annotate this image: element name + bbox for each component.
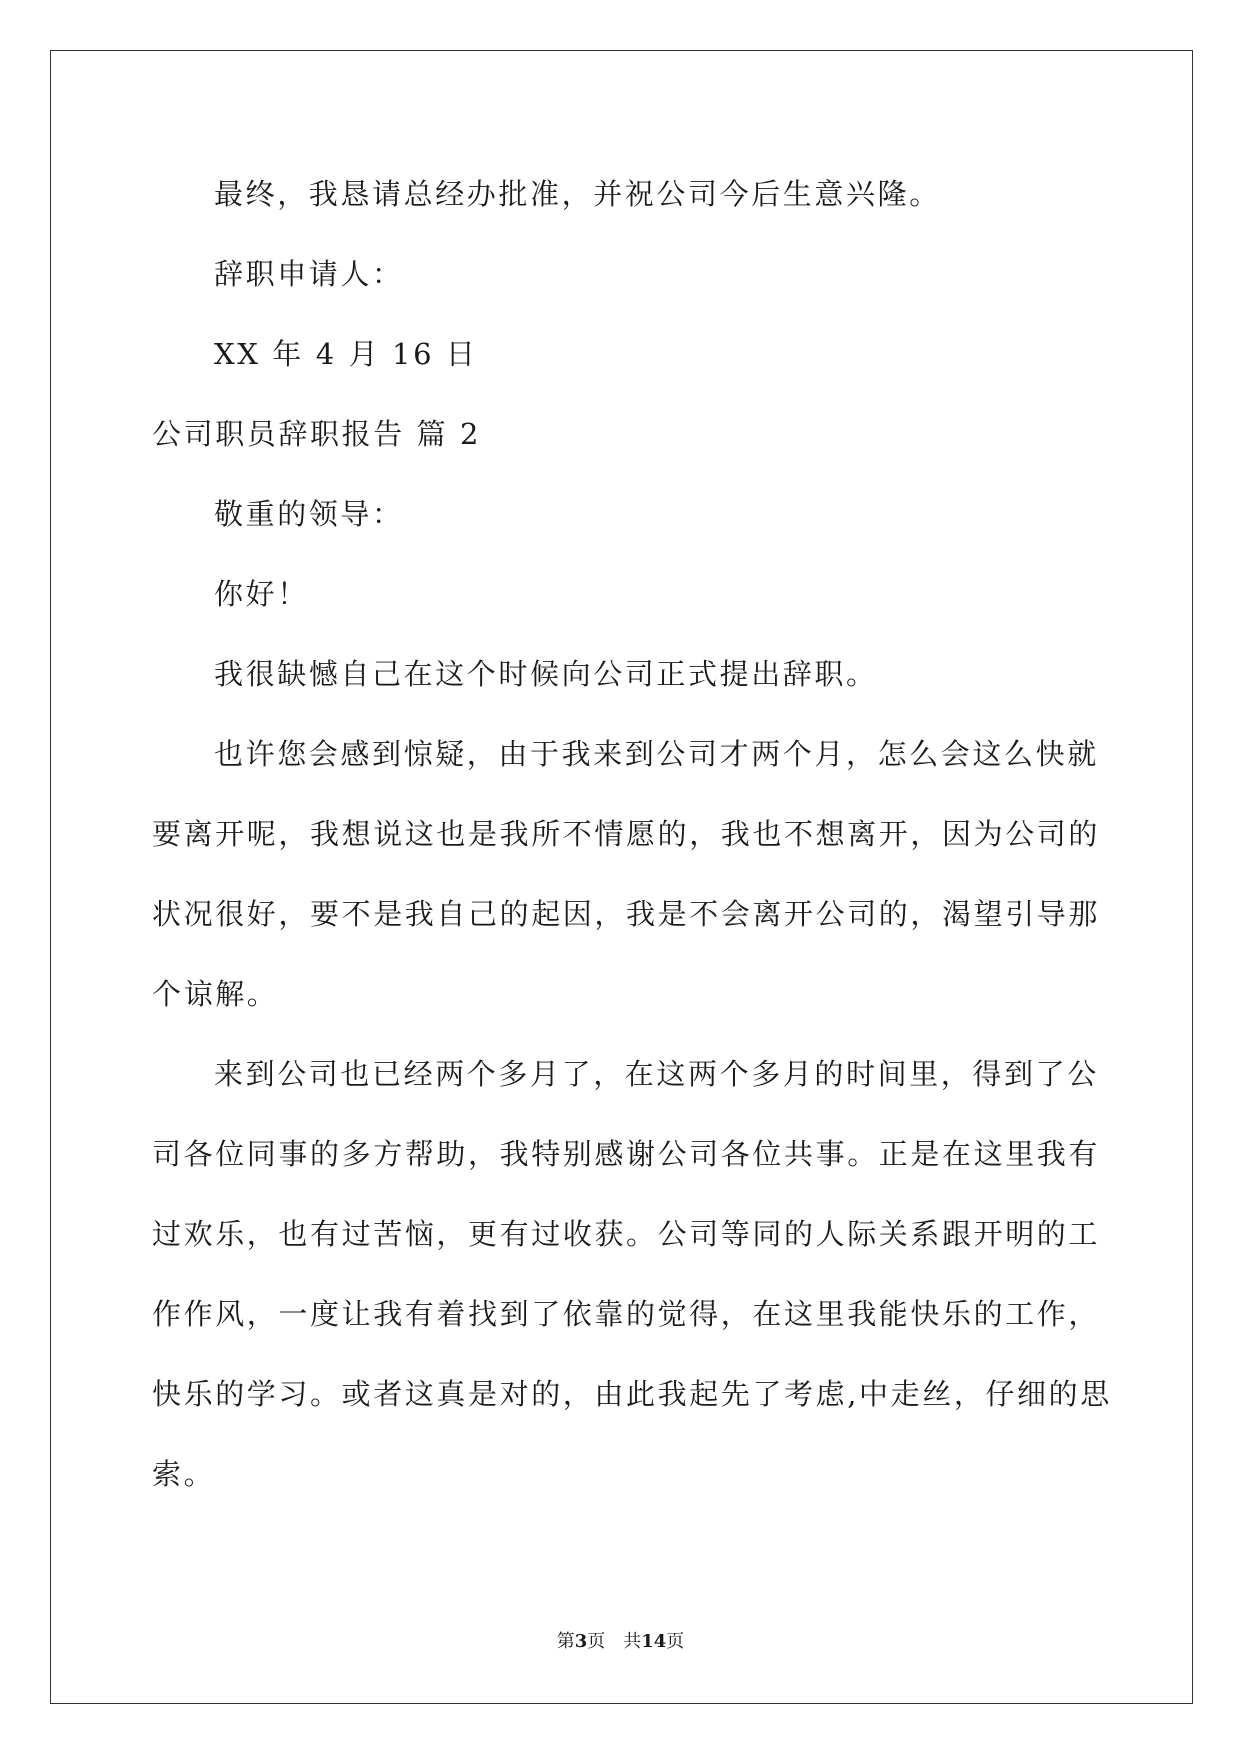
paragraph-line: 也许您会感到惊疑，由于我来到公司才两个月，怎么会这么快就	[214, 737, 1099, 771]
date-line: XX 年 4 月 16 日	[214, 337, 478, 371]
salutation: 敬重的领导：	[214, 497, 404, 531]
paragraph-line: 司各位同事的多方帮助，我特别感谢公司各位共事。正是在这里我有	[152, 1137, 1101, 1171]
paragraph-line: 个谅解。	[152, 977, 279, 1011]
paragraph-line: 来到公司也已经两个多月了，在这两个多月的时间里，得到了公	[214, 1057, 1099, 1091]
footer-middle: 页 共	[587, 1631, 642, 1652]
paragraph-closing: 最终，我恳请总经办批准，并祝公司今后生意兴隆。	[214, 177, 941, 211]
paragraph-line: 状况很好，要不是我自己的起因，我是不会离开公司的，渴望引导那	[152, 897, 1101, 931]
current-page-number: 3	[574, 1631, 588, 1652]
signature-label: 辞职申请人：	[214, 257, 404, 291]
page-number-footer	[0, 1630, 1241, 1654]
greeting: 你好！	[214, 577, 309, 611]
footer-suffix: 页	[666, 1631, 685, 1652]
paragraph-line: 快乐的学习。或者这真是对的，由此我起先了考虑,中走丝，仔细的思	[152, 1377, 1112, 1411]
section-heading: 公司职员辞职报告 篇 2	[152, 417, 482, 451]
paragraph-line: 我很缺憾自己在这个时候向公司正式提出辞职。	[214, 657, 878, 691]
paragraph-line: 过欢乐，也有过苦恼，更有过收获。公司等同的人际关系跟开明的工	[152, 1217, 1101, 1251]
paragraph-line: 要离开呢，我想说这也是我所不情愿的，我也不想离开，因为公司的	[152, 817, 1101, 851]
footer-prefix: 第	[556, 1631, 575, 1652]
total-page-number: 14	[641, 1631, 667, 1652]
paragraph-line: 索。	[152, 1457, 216, 1491]
paragraph-line: 作作风，一度让我有着找到了依靠的觉得，在这里我能快乐的工作，	[152, 1297, 1101, 1331]
